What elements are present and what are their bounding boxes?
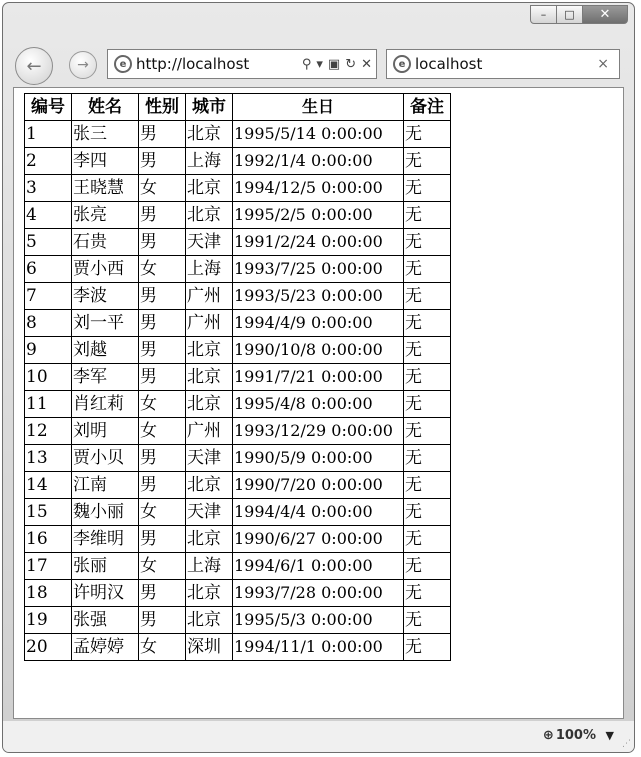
- cell-birthday: 1990/10/8 0:00:00: [233, 337, 404, 364]
- cell-note: 无: [404, 202, 451, 229]
- cell-name: 王晓慧: [72, 175, 139, 202]
- cell-birthday: 1995/2/5 0:00:00: [233, 202, 404, 229]
- table-row: [25, 526, 451, 553]
- table-header-row: [25, 94, 451, 121]
- cell-city: 天津: [186, 445, 233, 472]
- address-tools: [302, 57, 372, 72]
- table-row: [25, 364, 451, 391]
- cell-id: 1: [25, 121, 72, 148]
- cell-city: 广州: [186, 310, 233, 337]
- search-icon[interactable]: ⚲: [301, 56, 312, 72]
- cell-id: 16: [25, 526, 72, 553]
- table-row: [25, 472, 451, 499]
- cell-gender: 男: [139, 607, 186, 634]
- cell-id: 2: [25, 148, 72, 175]
- cell-name: 魏小丽: [72, 499, 139, 526]
- cell-city: 北京: [186, 607, 233, 634]
- cell-note: 无: [404, 634, 451, 661]
- cell-id: 13: [25, 445, 72, 472]
- cell-name: 刘一平: [72, 310, 139, 337]
- cell-note: 无: [404, 121, 451, 148]
- cell-name: 江南: [72, 472, 139, 499]
- address-bar[interactable]: [107, 49, 377, 79]
- cell-birthday: 1995/4/8 0:00:00: [233, 391, 404, 418]
- header-id: 编号: [25, 94, 72, 121]
- cell-gender: 女: [139, 553, 186, 580]
- cell-note: 无: [404, 364, 451, 391]
- browser-window: [2, 2, 635, 753]
- cell-city: 深圳: [186, 634, 233, 661]
- table-row: [25, 391, 451, 418]
- cell-note: 无: [404, 607, 451, 634]
- cell-city: 上海: [186, 256, 233, 283]
- status-bar: [3, 721, 634, 752]
- cell-city: 天津: [186, 229, 233, 256]
- table-body: [25, 121, 451, 661]
- table-row: [25, 607, 451, 634]
- cell-note: 无: [404, 445, 451, 472]
- cell-name: 张亮: [72, 202, 139, 229]
- cell-note: 无: [404, 526, 451, 553]
- cell-note: 无: [404, 553, 451, 580]
- cell-birthday: 1994/12/5 0:00:00: [233, 175, 404, 202]
- address-dropdown-icon[interactable]: ▾: [316, 56, 323, 72]
- cell-id: 4: [25, 202, 72, 229]
- cell-gender: 女: [139, 175, 186, 202]
- cell-name: 张三: [72, 121, 139, 148]
- cell-note: 无: [404, 283, 451, 310]
- cell-city: 北京: [186, 337, 233, 364]
- maximize-button[interactable]: □: [556, 5, 583, 24]
- cell-birthday: 1993/7/25 0:00:00: [233, 256, 404, 283]
- page-content: [13, 87, 624, 719]
- cell-name: 肖红莉: [72, 391, 139, 418]
- back-arrow-icon: ←: [26, 55, 42, 77]
- cell-note: 无: [404, 418, 451, 445]
- cell-birthday: 1993/7/28 0:00:00: [233, 580, 404, 607]
- cell-id: 9: [25, 337, 72, 364]
- cell-gender: 男: [139, 283, 186, 310]
- student-table: [24, 93, 451, 661]
- cell-city: 北京: [186, 121, 233, 148]
- cell-name: 刘明: [72, 418, 139, 445]
- cell-birthday: 1991/7/21 0:00:00: [233, 364, 404, 391]
- address-input[interactable]: http://localhost: [136, 55, 250, 73]
- table-row: [25, 418, 451, 445]
- cell-birthday: 1990/7/20 0:00:00: [233, 472, 404, 499]
- table-row: [25, 310, 451, 337]
- cell-gender: 男: [139, 310, 186, 337]
- cell-name: 贾小贝: [72, 445, 139, 472]
- cell-birthday: 1995/5/3 0:00:00: [233, 607, 404, 634]
- cell-name: 李波: [72, 283, 139, 310]
- cell-city: 北京: [186, 364, 233, 391]
- cell-note: 无: [404, 229, 451, 256]
- cell-name: 许明汉: [72, 580, 139, 607]
- cell-gender: 女: [139, 418, 186, 445]
- table-row: [25, 445, 451, 472]
- cell-birthday: 1993/12/29 0:00:00: [233, 418, 404, 445]
- cell-id: 10: [25, 364, 72, 391]
- cell-city: 上海: [186, 148, 233, 175]
- cell-name: 孟婷婷: [72, 634, 139, 661]
- minimize-button[interactable]: –: [530, 5, 557, 24]
- table-row: [25, 634, 451, 661]
- table-row: [25, 499, 451, 526]
- zoom-level: 100%: [555, 728, 596, 743]
- cell-id: 17: [25, 553, 72, 580]
- table-row: [25, 256, 451, 283]
- zoom-control[interactable]: [543, 728, 596, 743]
- cell-gender: 男: [139, 472, 186, 499]
- resize-grip-icon[interactable]: ⋰: [622, 739, 630, 749]
- cell-id: 14: [25, 472, 72, 499]
- tab-close-icon[interactable]: ×: [597, 56, 609, 72]
- forward-button[interactable]: [69, 51, 97, 79]
- cell-city: 北京: [186, 472, 233, 499]
- cell-gender: 男: [139, 121, 186, 148]
- table-row: [25, 148, 451, 175]
- caption-buttons: [531, 5, 628, 24]
- cell-id: 7: [25, 283, 72, 310]
- cell-gender: 女: [139, 499, 186, 526]
- cell-id: 18: [25, 580, 72, 607]
- cell-birthday: 1992/1/4 0:00:00: [233, 148, 404, 175]
- compatibility-view-icon[interactable]: ▣: [327, 56, 341, 72]
- table-row: [25, 175, 451, 202]
- cell-birthday: 1993/5/23 0:00:00: [233, 283, 404, 310]
- header-city: 城市: [186, 94, 233, 121]
- cell-gender: 男: [139, 202, 186, 229]
- cell-note: 无: [404, 175, 451, 202]
- cell-note: 无: [404, 148, 451, 175]
- cell-birthday: 1990/5/9 0:00:00: [233, 445, 404, 472]
- cell-note: 无: [404, 580, 451, 607]
- cell-gender: 男: [139, 337, 186, 364]
- refresh-icon[interactable]: ↻: [345, 56, 357, 72]
- cell-city: 广州: [186, 283, 233, 310]
- back-button[interactable]: [15, 47, 53, 85]
- cell-city: 北京: [186, 175, 233, 202]
- cell-id: 11: [25, 391, 72, 418]
- table-row: [25, 553, 451, 580]
- cell-id: 12: [25, 418, 72, 445]
- tab-localhost[interactable]: [386, 49, 620, 79]
- cell-note: 无: [404, 310, 451, 337]
- cell-birthday: 1994/4/9 0:00:00: [233, 310, 404, 337]
- cell-birthday: 1990/6/27 0:00:00: [233, 526, 404, 553]
- cell-note: 无: [404, 499, 451, 526]
- cell-birthday: 1995/5/14 0:00:00: [233, 121, 404, 148]
- table-row: [25, 202, 451, 229]
- header-name: 姓名: [72, 94, 139, 121]
- header-gender: 性别: [139, 94, 186, 121]
- cell-id: 20: [25, 634, 72, 661]
- cell-name: 张强: [72, 607, 139, 634]
- cell-name: 李维明: [72, 526, 139, 553]
- cell-city: 北京: [186, 526, 233, 553]
- cell-note: 无: [404, 391, 451, 418]
- cell-id: 8: [25, 310, 72, 337]
- cell-gender: 女: [139, 634, 186, 661]
- stop-icon[interactable]: ✕: [361, 56, 372, 72]
- forward-arrow-icon: →: [77, 57, 89, 73]
- cell-city: 北京: [186, 391, 233, 418]
- cell-gender: 男: [139, 229, 186, 256]
- cell-gender: 女: [139, 391, 186, 418]
- zoom-icon: ⊕: [542, 728, 554, 743]
- cell-name: 贾小西: [72, 256, 139, 283]
- table-row: [25, 121, 451, 148]
- table-row: [25, 337, 451, 364]
- cell-id: 6: [25, 256, 72, 283]
- cell-city: 北京: [186, 580, 233, 607]
- cell-gender: 男: [139, 364, 186, 391]
- cell-city: 广州: [186, 418, 233, 445]
- zoom-dropdown-icon[interactable]: ▼: [605, 729, 614, 742]
- cell-id: 19: [25, 607, 72, 634]
- cell-birthday: 1994/11/1 0:00:00: [233, 634, 404, 661]
- cell-id: 5: [25, 229, 72, 256]
- cell-gender: 男: [139, 148, 186, 175]
- tab-label: localhost: [415, 55, 483, 73]
- ie-page-icon: e: [114, 55, 132, 73]
- cell-gender: 女: [139, 256, 186, 283]
- cell-gender: 男: [139, 445, 186, 472]
- cell-city: 天津: [186, 499, 233, 526]
- cell-name: 刘越: [72, 337, 139, 364]
- cell-name: 李四: [72, 148, 139, 175]
- cell-name: 张丽: [72, 553, 139, 580]
- cell-city: 北京: [186, 202, 233, 229]
- header-note: 备注: [404, 94, 451, 121]
- cell-gender: 男: [139, 526, 186, 553]
- tab-page-icon: e: [393, 55, 411, 73]
- table-row: [25, 283, 451, 310]
- navigation-toolbar: [3, 43, 634, 83]
- cell-city: 上海: [186, 553, 233, 580]
- cell-gender: 男: [139, 580, 186, 607]
- cell-birthday: 1994/6/1 0:00:00: [233, 553, 404, 580]
- table-row: [25, 580, 451, 607]
- cell-birthday: 1991/2/24 0:00:00: [233, 229, 404, 256]
- cell-id: 3: [25, 175, 72, 202]
- table-row: [25, 229, 451, 256]
- cell-id: 15: [25, 499, 72, 526]
- cell-note: 无: [404, 337, 451, 364]
- cell-note: 无: [404, 256, 451, 283]
- header-birthday: 生日: [233, 94, 404, 121]
- cell-name: 石贵: [72, 229, 139, 256]
- cell-birthday: 1994/4/4 0:00:00: [233, 499, 404, 526]
- cell-note: 无: [404, 472, 451, 499]
- close-button[interactable]: ✕: [582, 5, 628, 24]
- cell-name: 李军: [72, 364, 139, 391]
